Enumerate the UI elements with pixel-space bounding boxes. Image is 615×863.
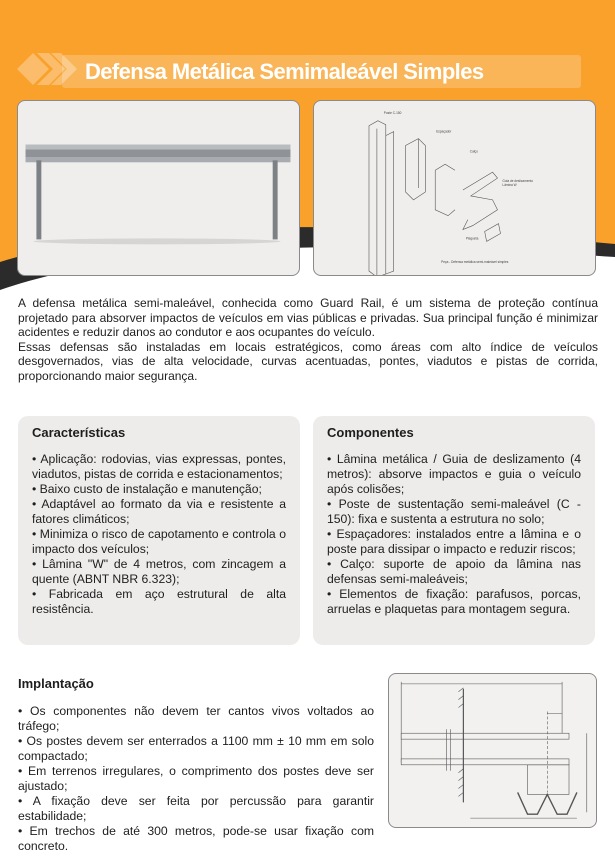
list-item: • Os postes devem ser enterrados a 1100 mm ± 10 mm em solo compactado; <box>18 734 374 763</box>
title-banner <box>17 49 581 87</box>
diagram-caption: Peça - Defensa metálica semi-maleável simples <box>441 260 509 265</box>
intro-text <box>18 296 598 384</box>
list-item: • Lâmina "W" de 4 metros, com zincagem a quente (ABNT NBR 6.323); <box>32 557 286 586</box>
components-diagram <box>313 100 596 276</box>
installation-technical-drawing <box>388 673 597 828</box>
implantacao-section <box>18 676 374 854</box>
list-item: • Os componentes não devem ter cantos vivos voltados ao tráfego; <box>18 704 374 733</box>
list-item: • Espaçadores: instalados entre a lâmina e o poste para dissipar o impacto e reduzir riscos; <box>327 527 581 556</box>
list-item: • Em trechos de até 300 metros, pode-se usar fixação com concreto. <box>18 824 374 853</box>
caracteristicas-card <box>18 416 300 645</box>
label-espacador: Espaçador <box>436 129 452 134</box>
list-item: • Calço: suporte de apoio da lâmina nas defensas semi-maleáveis; <box>327 557 581 586</box>
label-lamina: Lâmina W <box>502 183 517 188</box>
list-item: • Lâmina metálica / Guia de deslizamento (4 metros): absorve impactos e guia o veículo após colisões; <box>327 452 581 496</box>
intro-paragraph: Essas defensas são instaladas em locais estratégicos, como áreas com alto índice de veículos desgovernados, vias de alta velocidade, curvas acentuadas, pontes, viadutos e pistas de corrida, proporcionando maior segurança. <box>18 339 598 383</box>
list-item: • Aplicação: rodovias, vias expressas, pontes, viadutos, pistas de corrida e estacionamentos; <box>32 452 286 481</box>
list-item: • Em terrenos irregulares, o comprimento dos postes deve ser ajustado; <box>18 764 374 793</box>
page-title: Defensa Metálica Semimaleável Simples <box>85 59 484 84</box>
implantacao-title: Implantação <box>18 676 94 691</box>
componentes-card <box>313 416 595 645</box>
list-item: • Adaptável ao formato da via e resistente a fatores climáticos; <box>32 497 286 526</box>
intro-paragraph: A defensa metálica semi-maleável, conhecida como Guard Rail, é um sistema de proteção contínua projetado para absorver impactos de veículos em vias públicas e privadas. Sua principal função é minimizar acidentes e reduzir danos ao condutor e aos ocupantes do veículo. <box>18 296 598 340</box>
list-item: • Poste de sustentação semi-maleável (C - 150): fixa e sustenta a estrutura no solo; <box>327 497 581 526</box>
list-item: • Baixo custo de instalação e manutenção; <box>32 482 262 496</box>
list-item: • Fabricada em aço estrutural de alta resistência. <box>32 587 286 616</box>
chevrons-icon <box>17 49 77 89</box>
list-item: • Minimiza o risco de capotamento e controla o impacto dos veículos; <box>32 527 286 556</box>
componentes-title: Componentes <box>327 425 414 440</box>
label-calco: Calço <box>469 149 478 154</box>
list-item: • A fixação deve ser feita por percussão para garantir estabilidade; <box>18 794 374 823</box>
caracteristicas-title: Características <box>32 425 126 440</box>
list-item: • Elementos de fixação: parafusos, porcas, arruelas e plaquetas para montagem segura. <box>327 587 581 616</box>
label-guia: Guia de deslizamento <box>502 179 533 184</box>
guardrail-photo <box>17 100 300 276</box>
label-poste: Poste C-150 <box>383 110 402 115</box>
label-plaqueta: Plaqueta <box>465 236 479 241</box>
